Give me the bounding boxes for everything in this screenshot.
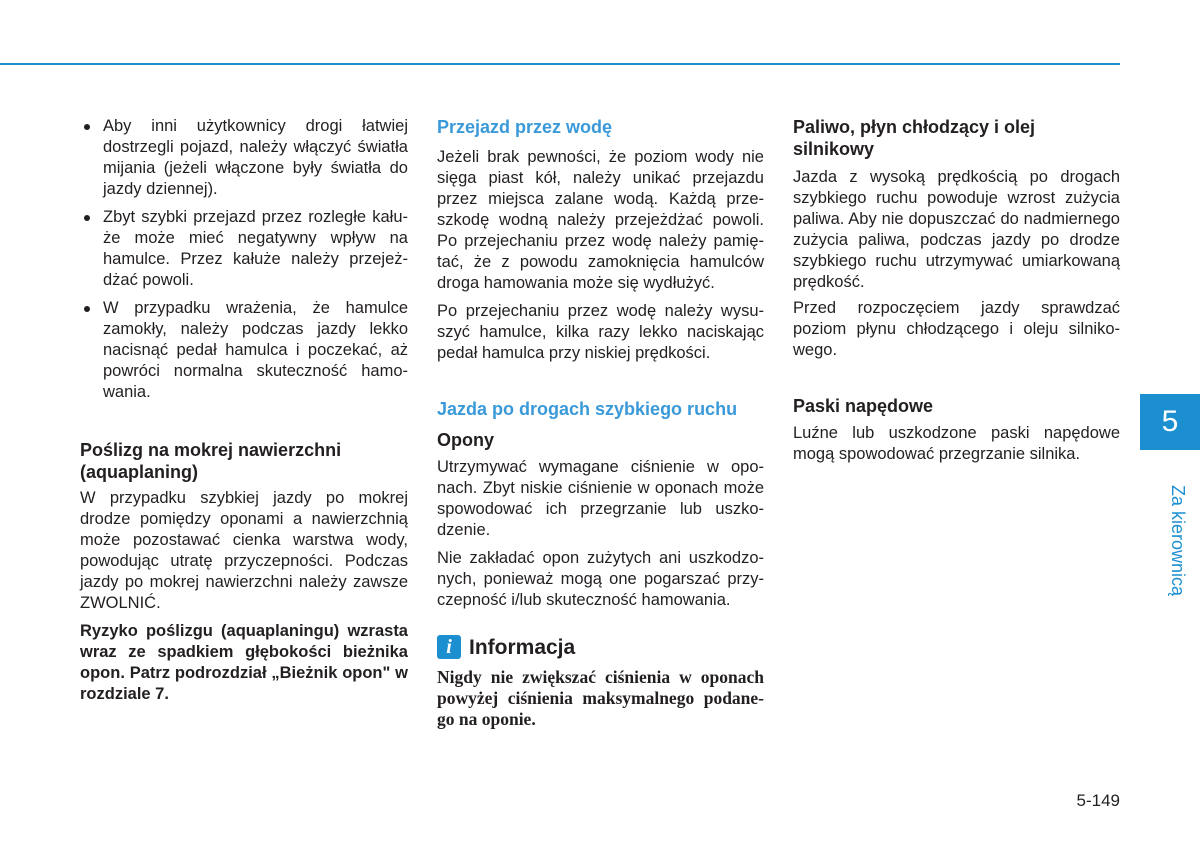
- tires-text-2: Nie zakładać opon zużytych ani uszkodzo-nych, ponieważ mogą one pogarszać przy-czepność i/lub skuteczność hamowania.: [437, 549, 764, 609]
- column-1: [80, 116, 408, 705]
- info-title: Informacja: [469, 635, 576, 659]
- chapter-title: Za kierownicą: [1168, 485, 1188, 597]
- aquaplaning-warning: Ryzyko poślizgu (aquaplaningu) wzrasta wraz ze spadkiem głębokości bieżnika opon. Patrz podrozdział „Bieżnik opon" w rozdziale 7.: [80, 622, 408, 703]
- page-number: 5-149: [1076, 791, 1120, 810]
- fuel-heading: Paliwo, płyn chłodzący i olej silnikowy: [793, 117, 1036, 159]
- water-text-2: Po przejechaniu przez wodę należy wysu-szyć hamulce, kilka razy lekko naciskając pedał hamulca przy niskiej prędkości.: [437, 302, 764, 362]
- column-2: [437, 116, 764, 730]
- info-icon: i: [437, 635, 461, 659]
- water-text-1: Jeżeli brak pewności, że poziom wody nie sięga piast kół, należy unikać przejazdu przez miejsca zalane wodą. Każdą prze-szkodę wodną należy przejeżdżać powoli. Po przejechaniu przez wodę należy pamię-tać, że z powodu zamoknięcia hamulców droga hamowania może się wydłużyć.: [437, 148, 764, 292]
- info-text: Nigdy nie zwiększać ciśnienia w oponach powyżej ciśnienia maksymalnego podane-go na oponie.: [437, 667, 764, 729]
- tires-text-1: Utrzymywać wymagane ciśnienie w opo-nach. Zbyt niskie ciśnienie w oponach może spowodować ich przegrzanie lub uszko-dzenie.: [437, 458, 764, 539]
- aquaplaning-heading: Poślizg na mokrej nawierzchni (aquaplaning): [80, 440, 342, 482]
- chapter-tab: 5: [1140, 394, 1200, 450]
- aquaplaning-text: W przypadku szybkiej jazdy po mokrej drodze pomiędzy oponami a nawierzchnią może pozostawać cienka warstwa wody, powodując utratę przyczepności. Podczas jazdy po mokrej nawierzchni należy zawsze ZWOLNIĆ.: [80, 489, 408, 612]
- bullet-item: Zbyt szybki przejazd przez rozległe kału-że może mieć negatywny wpływ na hamulce. Przez kałuże należy przejeż-dżać powoli.: [80, 207, 408, 291]
- fuel-text-2: Przed rozpoczęciem jazdy sprawdzać poziom płynu chłodzącego i oleju silniko-wego.: [793, 299, 1120, 359]
- fuel-text-1: Jazda z wysoką prędkością po drogach szybkiego ruchu powoduje wzrost zużycia paliwa. Aby nie dopuszczać do nadmiernego zużycia paliwa, podczas jazdy po drodze szybkiego ruchu utrzymywać umiarkowaną prędkość.: [793, 168, 1120, 291]
- tires-heading: Opony: [437, 430, 494, 450]
- bullet-item: Aby inni użytkownicy drogi łatwiej dostrzegli pojazd, należy włączyć światła mijania (jeżeli włączone były światła do jazdy dziennej).: [80, 116, 408, 200]
- bullet-item: W przypadku wrażenia, że hamulce zamokły, należy podczas jazdy lekko nacisnąć pedał hamulca i poczekać, aż powróci normalna skuteczność hamo-wania.: [80, 298, 408, 403]
- belts-text: Luźne lub uszkodzone paski napędowe mogą spowodować przegrzanie silnika.: [793, 424, 1120, 463]
- top-rule: [0, 63, 1120, 65]
- highway-heading: Jazda po drogach szybkiego ruchu: [437, 399, 738, 419]
- info-header: [437, 635, 764, 659]
- belts-heading: Paski napędowe: [793, 396, 934, 416]
- column-3: [793, 116, 1120, 465]
- bullet-list: [80, 116, 408, 403]
- water-heading: Przejazd przez wodę: [437, 117, 613, 137]
